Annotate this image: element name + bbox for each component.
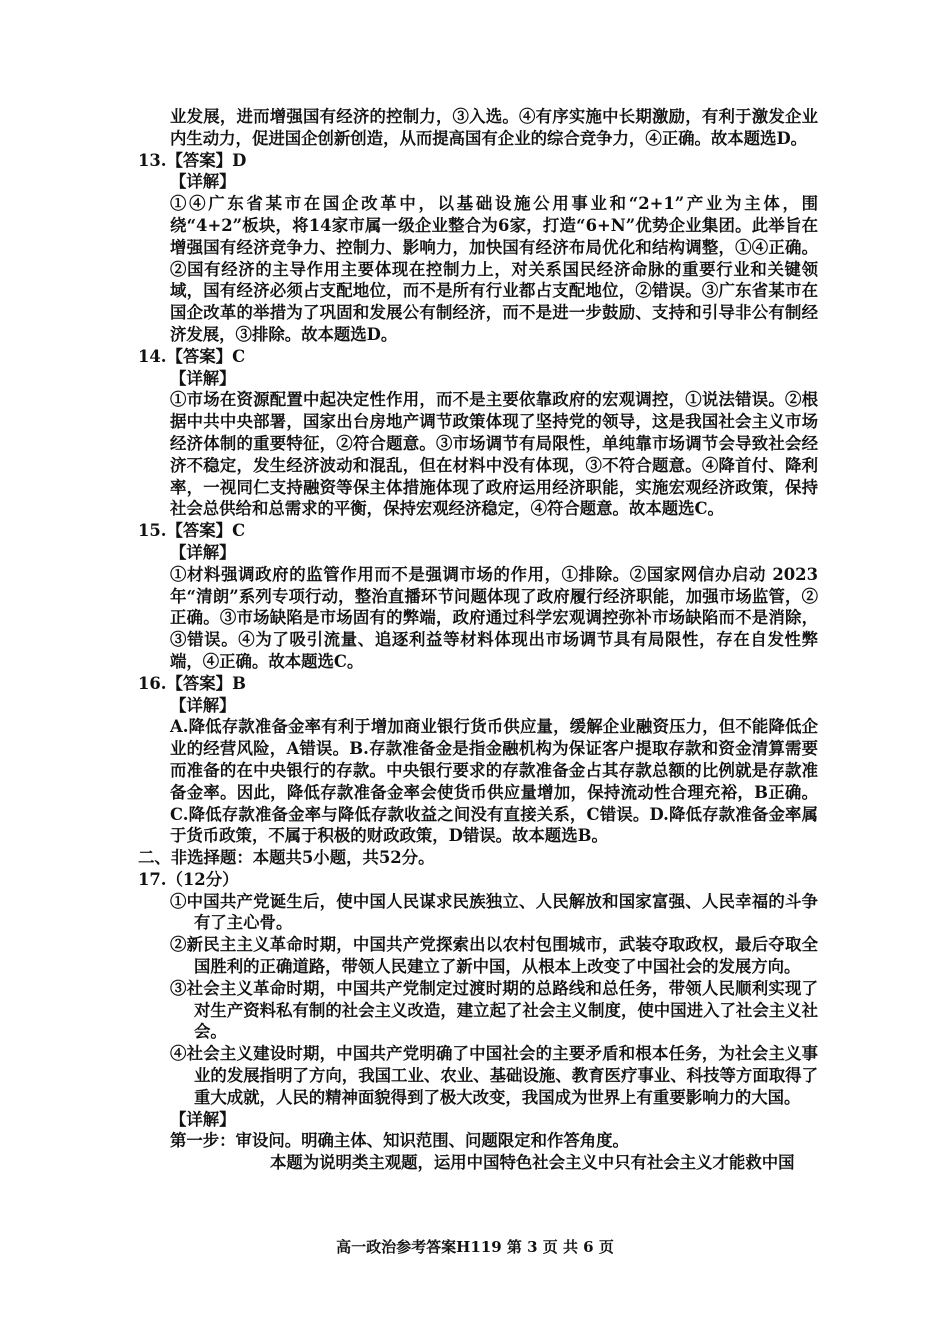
q14-answer-heading: 14.【答案】C — [138, 346, 246, 366]
q13-answer-heading: 13.【答案】D — [138, 150, 247, 170]
q17-step-1: 第一步：审设问。明确主体、知识范围、问题限定和作答角度。 — [170, 1131, 629, 1151]
q16-answer-heading: 16.【答案】B — [138, 673, 246, 693]
q17-point-4: ④社会主义建设时期，中国共产党明确了中国社会的主要矛盾和根本任务，为社会主义事业的发展指明了方向，我国工业、农业、基础设施、教育医疗事业、科技等方面取得了重大成就，人民的精神面貌得到了极大改变，我国成为世界上有重要影响力的大国。 — [170, 1044, 818, 1107]
q14-detail-label: 【详解】 — [170, 368, 236, 388]
q15-detail-label: 【详解】 — [170, 542, 236, 562]
section-heading-non-choice: 二、非选择题：本题共5小题，共52分。 — [138, 848, 435, 868]
answer-content — [138, 106, 818, 1174]
q15-explanation: ①材料强调政府的监管作用而不是强调市场的作用，①排除。②国家网信办启动 2023 年“清朗”系列专项行动，整治直播环节问题体现了政府履行经济职能，加强市场监管，②正确。③市场缺陷是市场固有的弊端，政府通过科学宏观调控弥补市场缺陷而不是消除，③错误。④为了吸引流量、追逐利益等材料体现出市场调节具有局限性，存在自发性弊端，④正确。故本题选C。 — [170, 564, 818, 671]
q17-step-1-text: 本题为说明类主观题，运用中国特色社会主义中只有社会主义才能救中国 — [270, 1153, 795, 1173]
previous-answer-continuation: 业发展，进而增强国有经济的控制力，③入选。④有序实施中长期激励，有利于激发企业内生动力，促进国企创新创造，从而提高国有企业的综合竞争力，④正确。故本题选D。 — [170, 107, 818, 148]
q13-detail-label: 【详解】 — [170, 172, 236, 192]
page-footer: 高一政治参考答案H119 第 3 页 共 6 页 — [336, 1238, 614, 1256]
q17-point-1: ①中国共产党诞生后，使中国人民谋求民族独立、人民解放和国家富强、人民幸福的斗争有了主心骨。 — [170, 891, 818, 933]
q15-answer-heading: 15.【答案】C — [138, 521, 246, 541]
q13-explanation: ①④广东省某市在国企改革中，以基础设施公用事业和“2+1”产业为主体，围绕“4+2”板块，将14家市属一级企业整合为6家，打造“6+N”优势企业集团。此举旨在增强国有经济竞争力、控制力、影响力，加快国有经济布局优化和结构调整，①④正确。②国有经济的主导作用主要体现在控制力上，对关系国民经济命脉的重要行业和关键领域，国有经济必须占支配地位，而不是所有行业都占支配地位，②错误。③广东省某市在国企改革的举措为了巩固和发展公有制经济，而不是进一步鼓励、支持和引导非公有制经济发展，③排除。故本题选D。 — [170, 194, 818, 344]
q17-point-3: ③社会主义革命时期，中国共产党制定过渡时期的总路线和总任务，带领人民顺利实现了对生产资料私有制的社会主义改造，建立起了社会主义制度，使中国进入了社会主义社会。 — [170, 978, 818, 1042]
q17-detail-label: 【详解】 — [170, 1109, 236, 1129]
q17-point-2: ②新民主主义革命时期，中国共产党探索出以农村包围城市，武装夺取政权，最后夺取全国胜利的正确道路，带领人民建立了新中国，从根本上改变了中国社会的发展方向。 — [170, 935, 818, 977]
q16-detail-label: 【详解】 — [170, 695, 236, 715]
q14-explanation: ①市场在资源配置中起决定性作用，而不是主要依靠政府的宏观调控，①说法错误。②根据中共中央部署，国家出台房地产调节政策体现了坚持党的领导，这是我国社会主义市场经济体制的重要特征，②符合题意。③市场调节有局限性，单纯靠市场调节会导致社会经济不稳定，发生经济波动和混乱，但在材料中没有体现，③不符合题意。④降首付、降利率，一视同仁支持融资等保主体措施体现了政府运用经济职能，实施宏观经济政策，保持社会总供给和总需求的平衡，保持宏观经济稳定，④符合题意。故本题选C。 — [170, 390, 818, 519]
q16-explanation: A.降低存款准备金率有利于增加商业银行货币供应量，缓解企业融资压力，但不能降低企业的经营风险，A错误。B.存款准备金是指金融机构为保证客户提取存款和资金清算需要而准备的在中央银行的存款。中央银行要求的存款准备金占其存款总额的比例就是存款准备金率。因此，降低存款准备金率会使货币供应量增加，保持流动性合理充裕，B正确。 C.降低存款准备金率与降低存款收益之间没有直接关系，C错误。D.降低存款准备金率属于货币政策，不属于积极的财政政策，D错误。故本题选B。 — [170, 717, 818, 846]
q17-heading: 17.（12分） — [138, 869, 239, 889]
